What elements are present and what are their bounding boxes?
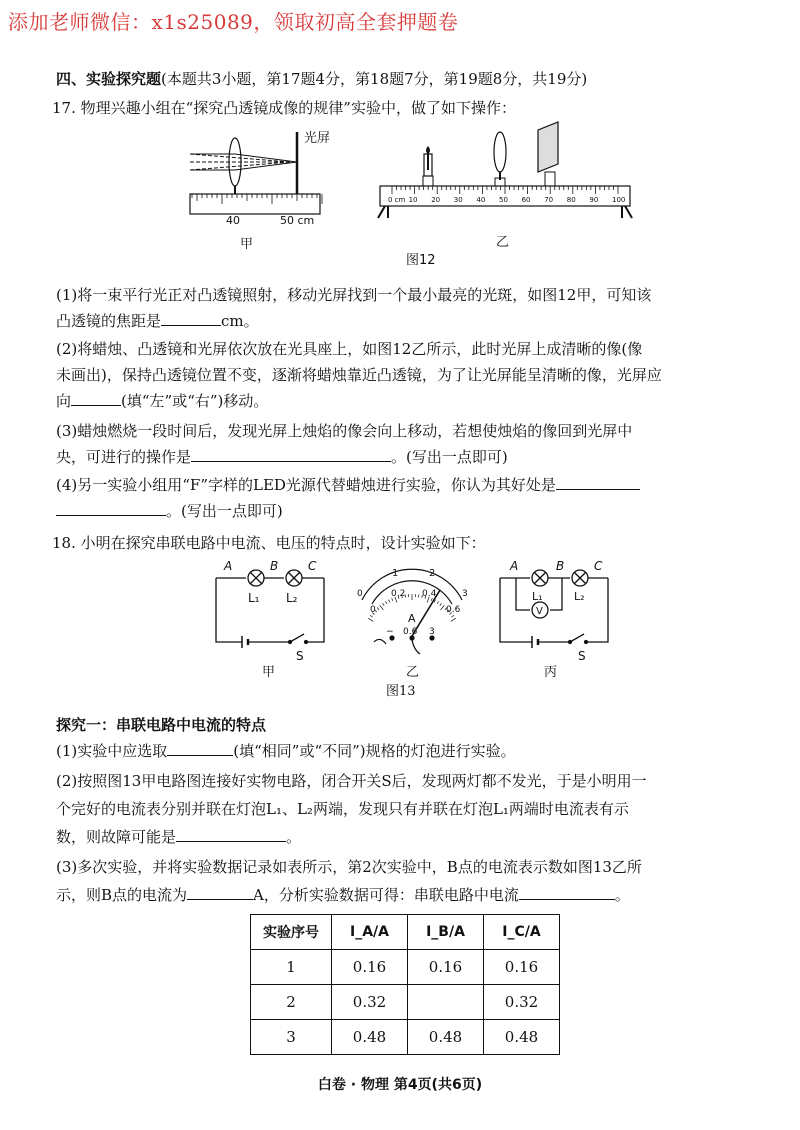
q17-stem <box>52 97 760 119</box>
bench-screen-icon <box>538 122 558 172</box>
q18-p3-line2 <box>56 884 760 906</box>
q18-p3-mid: A，分析实验数据可得：串联电路中电流 <box>253 886 519 904</box>
figure-12-b-label: 乙 <box>496 235 510 250</box>
meter-outer-3: 3 <box>462 589 468 599</box>
q18-number: 18. <box>52 534 76 552</box>
q18-stem <box>52 532 760 554</box>
meter-top-2: 2 <box>429 568 436 579</box>
circuit-c-l1: L₁ <box>532 590 543 603</box>
bench-tick-label: 50 <box>499 196 508 204</box>
table-header-ic: I_C/A <box>484 915 560 950</box>
q17-number: 17. <box>52 99 76 117</box>
q18-p3-blank-a[interactable] <box>187 884 253 900</box>
circuit-c-point-c: C <box>594 559 603 573</box>
q18-p1-post: (填“相同”或“不同”)规格的灯泡进行实验。 <box>233 742 516 760</box>
q18-p1-pre: (1)实验中应选取 <box>56 742 168 760</box>
voltmeter-label: V <box>536 606 543 617</box>
table-cell: 2 <box>251 985 332 1020</box>
q17-p4-line2 <box>56 500 760 522</box>
page-footer: 白卷 · 物理 第4页(共6页) <box>317 1077 483 1093</box>
section-note: (本题共3小题，第17题4分，第18题7分，第19题8分，共19分) <box>161 70 588 88</box>
bench-tick-label: 80 <box>566 196 576 204</box>
circuit-a-point-a: A <box>224 559 233 573</box>
q17-p4-blank-a[interactable] <box>556 474 640 490</box>
ruler-a-tick: 40 <box>226 214 240 227</box>
meter-bottom-06: 0.6 <box>446 605 461 615</box>
table-cell: 0.48 <box>484 1020 560 1055</box>
circuit-c-l2: L₂ <box>574 590 585 603</box>
bench-tick-label: 10 <box>408 196 418 204</box>
section-title: 四、实验探究题 <box>56 70 162 88</box>
q18-p1-blank[interactable] <box>167 740 233 756</box>
q18-p2-line1: (2)按照图13甲电路图连接好实物电路，闭合开关S后，发现两灯都不发光，于是小明用一 <box>56 772 647 790</box>
q17-p3-blank[interactable] <box>191 446 391 462</box>
current-data-table <box>250 914 560 1055</box>
table-cell: 0.32 <box>332 985 408 1020</box>
table-cell: 1 <box>251 950 332 985</box>
q18-p1 <box>56 740 760 762</box>
table-header-ia: I_A/A <box>332 915 408 950</box>
q17-p2-post: (填“左”或“右”)移动。 <box>121 392 269 410</box>
bench-tick-label: 0 cm <box>388 196 406 204</box>
bench-tick-label: 20 <box>431 196 441 204</box>
q17-p1-line1: (1)将一束平行光正对凸透镜照射，移动光屏找到一个最小最亮的光斑，如图12甲，可知该 <box>56 286 652 304</box>
screen-label: 光屏 <box>304 131 331 146</box>
table-cell: 0.16 <box>484 950 560 985</box>
q17-stem-text: 物理兴趣小组在“探究凸透镜成像的规律”实验中，做了如下操作： <box>80 99 516 117</box>
circuit-a-switch: S <box>296 649 304 663</box>
meter-bottom-04: 0.4 <box>422 589 437 599</box>
q17-p3-post: 。(写出一点即可) <box>391 448 508 466</box>
meter-tick-mark <box>368 618 373 621</box>
circuit-c <box>500 570 608 648</box>
table-row <box>251 950 560 985</box>
q17-p2-line1: (2)将蜡烛、凸透镜和光屏依次放在光具座上，如图12乙所示，此时光屏上成清晰的像(像 <box>56 340 643 358</box>
figure-12-a-label: 甲 <box>240 237 254 252</box>
q18-p3-pre: 示，则B点的电流为 <box>56 886 188 904</box>
figure-13-a-label: 甲 <box>262 665 276 680</box>
table-row <box>251 1020 560 1055</box>
watermark: 添加老师微信：x1s25089，领取初高全套押题卷 <box>8 10 459 34</box>
circuit-c-point-a: A <box>510 559 519 573</box>
bench-tick-label: 70 <box>544 196 554 204</box>
section-heading <box>56 68 760 90</box>
figure-12-b <box>378 122 632 250</box>
circuit-a-point-b: B <box>270 559 279 573</box>
q17-p3-line1: (3)蜡烛燃烧一段时间后，发现光屏上烛焰的像会向上移动，若想使烛焰的像回到光屏中 <box>56 422 633 440</box>
q17-p4-post: 。(写出一点即可) <box>166 502 283 520</box>
table-row <box>251 985 560 1020</box>
meter-terminal-minus: − <box>386 627 394 637</box>
meter-tick-mark <box>383 603 385 605</box>
meter-tick-mark <box>380 605 384 610</box>
table-cell <box>408 985 484 1020</box>
table-cell: 0.32 <box>484 985 560 1020</box>
table-cell: 3 <box>251 1020 332 1055</box>
explore-1-heading: 探究一：串联电路中电流的特点 <box>56 716 267 734</box>
q18-p2-line2: 个完好的电流表分别并联在灯泡L₁、L₂两端，发现只有并联在灯泡L₁两端时电流表有示 <box>56 800 629 818</box>
meter-unit: A <box>408 612 416 625</box>
q18-p3-post: 。 <box>614 886 630 904</box>
q17-p2-blank[interactable] <box>71 390 121 406</box>
circuit-a-l1: L₁ <box>248 591 260 605</box>
bench-lens-icon <box>494 132 506 172</box>
q18-stem-text: 小明在探究串联电路中电流、电压的特点时，设计实验如下： <box>80 534 486 552</box>
circuit-c-switch: S <box>578 649 586 663</box>
meter-terminal-06: 0.6 <box>403 627 418 637</box>
meter-tick-mark <box>440 603 442 605</box>
figure-12 <box>180 118 650 268</box>
figure-13 <box>200 556 620 696</box>
q17-p4-pre: (4)另一实验小组用“F”字样的LED光源代替蜡烛进行实验，你认为其好处是 <box>56 476 556 494</box>
figure-12-a <box>190 130 330 252</box>
bench-tick-label: 60 <box>521 196 531 204</box>
q17-p1-post: cm。 <box>221 312 259 330</box>
q17-p2-line2: 未画出)，保持凸透镜位置不变，逐渐将蜡烛靠近凸透镜，为了让光屏能呈清晰的像，光屏应 <box>56 366 662 384</box>
figure-12-caption: 图12 <box>406 253 436 268</box>
meter-tick-mark <box>388 600 389 603</box>
figure-13-c-label: 丙 <box>544 665 558 680</box>
candle-flame-icon <box>426 146 430 154</box>
meter-tick-mark <box>385 601 387 604</box>
q17-p4-line1 <box>56 474 760 496</box>
circuit-c-point-b: B <box>556 559 565 573</box>
table-cell: 0.48 <box>408 1020 484 1055</box>
meter-outer-0: 0 <box>357 589 363 599</box>
q17-p3-line2 <box>56 446 760 468</box>
q18-p2-post: 。 <box>286 828 302 846</box>
bench-tick-label: 30 <box>453 196 463 204</box>
meter-bottom-02: 0.2 <box>391 589 406 599</box>
circuit-a-point-c: C <box>308 559 317 573</box>
meter-bottom-0: 0 <box>370 605 376 615</box>
table-cell: 0.48 <box>332 1020 408 1055</box>
q17-p2-line3 <box>56 390 760 412</box>
bench-tick-label: 100 <box>612 196 626 204</box>
q18-p2-blank[interactable] <box>176 826 286 842</box>
q17-p1-blank[interactable] <box>161 310 221 326</box>
q17-p1-line2 <box>56 310 760 332</box>
q17-p2-pre: 向 <box>56 392 72 410</box>
meter-tick-mark <box>437 601 439 604</box>
table-header-ib: I_B/A <box>408 915 484 950</box>
table-cell: 0.16 <box>332 950 408 985</box>
meter-tick-mark <box>452 615 454 617</box>
circuit-a-l2: L₂ <box>286 591 298 605</box>
q18-p3-blank-b[interactable] <box>519 884 615 900</box>
meter-tick-mark <box>377 608 379 610</box>
meter-terminal-3: 3 <box>429 627 435 637</box>
meter-top-1: 1 <box>392 568 399 579</box>
q17-p1-pre: 凸透镜的焦距是 <box>56 312 162 330</box>
table-header-trial: 实验序号 <box>251 915 332 950</box>
bench-tick-label: 90 <box>589 196 599 204</box>
figure-13-b-label: 乙 <box>406 665 420 680</box>
q18-p2-line3 <box>56 826 760 848</box>
meter-tick-mark <box>441 605 445 610</box>
q17-p4-blank-b[interactable] <box>56 500 166 516</box>
q17-p3-pre: 央，可进行的操作是 <box>56 448 192 466</box>
ruler-a-tick: 50 cm <box>280 214 315 227</box>
q18-p3-line1: (3)多次实验，并将实验数据记录如表所示，第2次实验中，B点的电流表示数如图13乙所 <box>56 858 642 876</box>
bench-tick-label: 40 <box>476 196 486 204</box>
circuit-a <box>216 570 324 648</box>
table-cell: 0.16 <box>408 950 484 985</box>
meter-tick-mark <box>370 615 372 617</box>
q18-p2-pre: 数，则故障可能是 <box>56 828 177 846</box>
table-header-row <box>251 915 560 950</box>
meter-tick-mark <box>451 618 456 621</box>
figure-13-caption: 图13 <box>386 684 416 699</box>
